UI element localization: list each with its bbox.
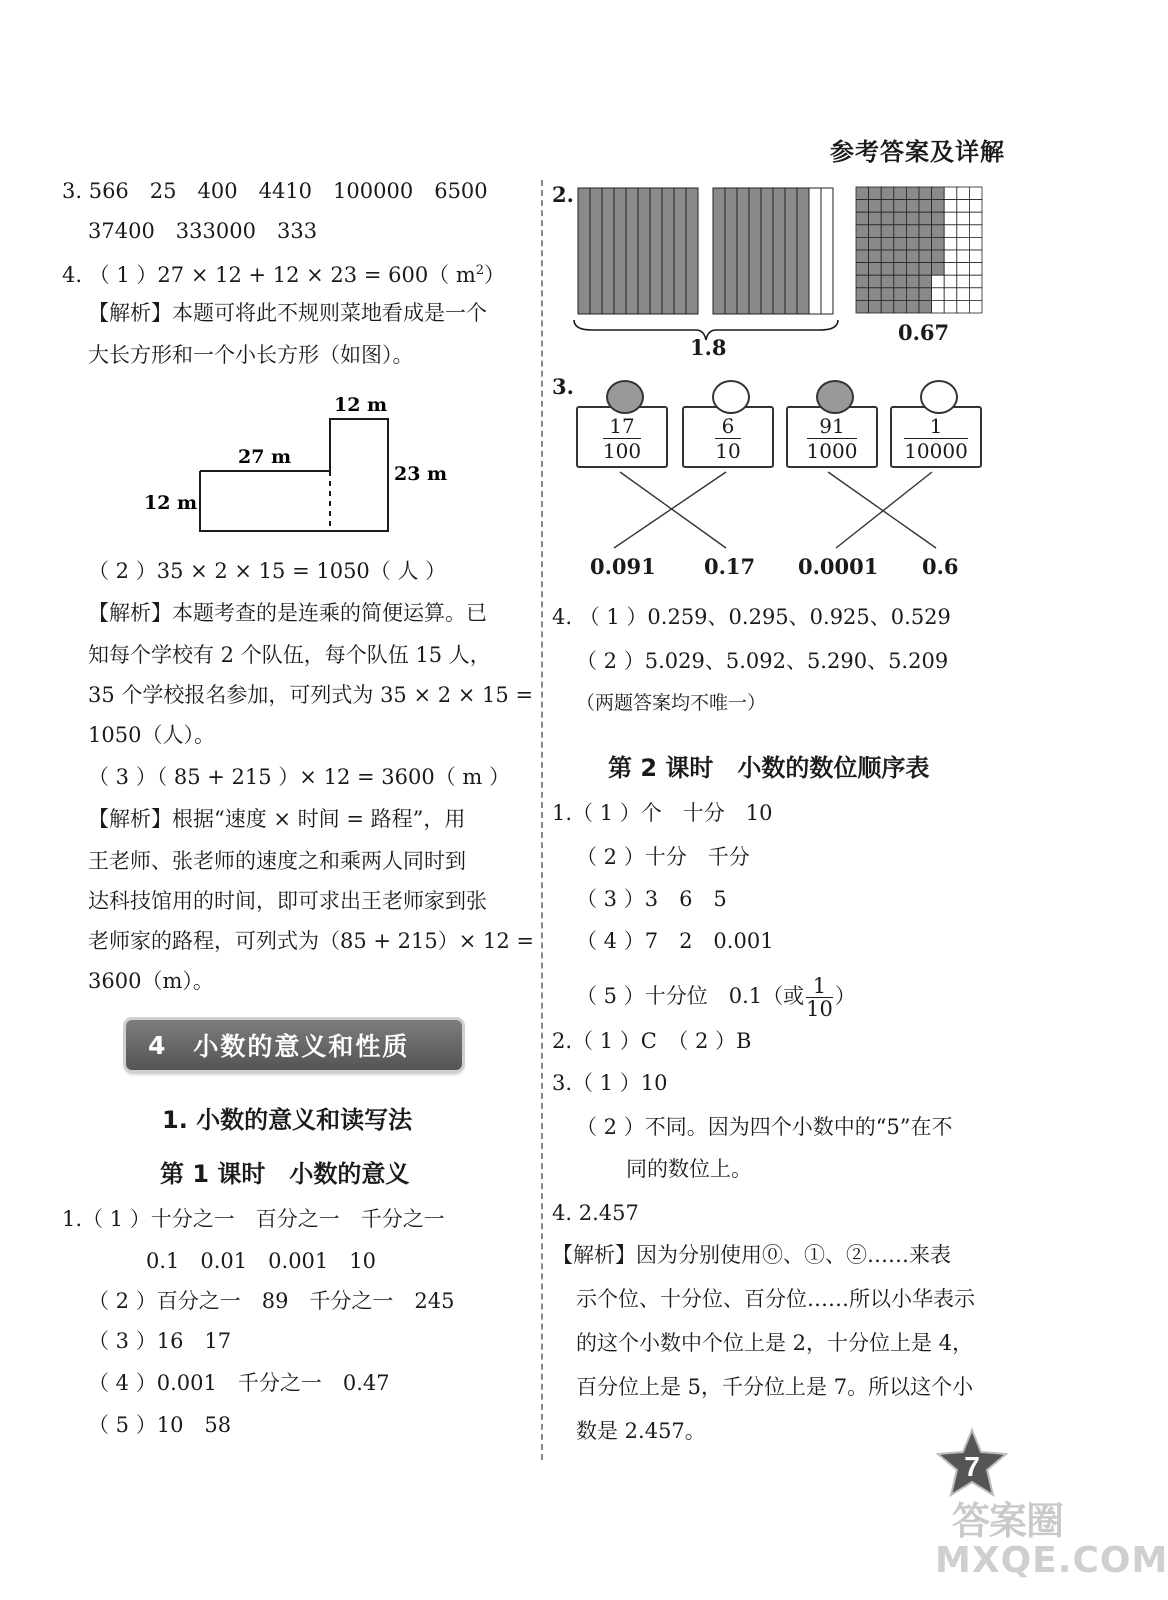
grid-cell <box>969 187 982 200</box>
fraction-card <box>890 406 982 468</box>
lesson2-q4-explain-5: 数是 2.457。 <box>576 1419 706 1443</box>
value-1-8: 1.8 <box>690 335 727 360</box>
page-header-title: 参考答案及详解 <box>830 137 1005 166</box>
lesson2-q3-1: 3.（ 1 ）10 <box>552 1071 668 1095</box>
lesson-1-title: 第 1 课时 小数的意义 <box>160 1160 410 1188</box>
answer-q3-line2: 37400 333000 333 <box>88 219 318 243</box>
grid-cell <box>957 187 970 200</box>
grid-cell <box>932 300 945 313</box>
chapter-banner <box>126 1020 462 1070</box>
grid-cell <box>944 237 957 250</box>
grid-cell <box>969 300 982 313</box>
answer-q4-3-explain-1: 【解析】根据“速度 × 时间 = 路程”，用 <box>88 807 466 831</box>
grid-cell <box>856 263 869 276</box>
grid-cell <box>944 275 957 288</box>
lesson2-q4-explain-2: 示个位、十分位、百分位……所以小华表示 <box>576 1287 975 1311</box>
grid-cell <box>932 187 945 200</box>
fraction <box>904 414 968 463</box>
grid-cell <box>932 200 945 213</box>
garden-outline <box>200 419 388 531</box>
lesson1-q1-2: （ 2 ）百分之一 89 千分之一 245 <box>88 1289 455 1313</box>
lesson2-q1-2: （ 2 ）十分 千分 <box>576 845 750 869</box>
grid-cell <box>944 288 957 301</box>
answer-q2-label: 2. <box>552 182 574 207</box>
grid-cell <box>932 288 945 301</box>
grid-cell <box>869 250 882 263</box>
grid-cell <box>969 250 982 263</box>
lesson2-q1-4: （ 4 ）7 2 0.001 <box>576 929 774 953</box>
grid-strip <box>626 188 638 314</box>
label-12m-left: 12 m <box>144 492 198 514</box>
grid-cell <box>919 263 932 276</box>
grid-cell <box>944 263 957 276</box>
grid-cell <box>856 187 869 200</box>
grid-cell <box>894 212 907 225</box>
grid-cell <box>869 200 882 213</box>
fraction-denominator: 100 <box>602 439 642 463</box>
lesson2-q4-explain-4: 百分位上是 5，千分位上是 7。所以这个小 <box>576 1375 974 1399</box>
answer-q4-1-end: ） <box>484 263 506 287</box>
grid-cell <box>906 187 919 200</box>
grid-cell <box>881 200 894 213</box>
grid-cell <box>881 288 894 301</box>
grid-strip <box>638 188 650 314</box>
grid-cell <box>856 300 869 313</box>
answer-q4-2-explain-3: 35 个学校报名参加，可列式为 35 × 2 × 15 = <box>88 683 534 707</box>
cat-icon <box>920 380 958 414</box>
grid-strip <box>785 188 797 314</box>
grid-strip <box>713 188 725 314</box>
garden-diagram <box>130 385 470 545</box>
lesson2-q4-explain-3: 的这个小数中个位上是 2，十分位上是 4， <box>576 1331 974 1355</box>
grid-cell <box>856 212 869 225</box>
grid-strip <box>590 188 602 314</box>
lesson2-q3-2a: （ 2 ）不同。因为四个小数中的“5”在不 <box>576 1115 953 1139</box>
grid-cell <box>944 200 957 213</box>
fraction-denominator: 1000 <box>806 439 858 463</box>
decimal-0: 0.091 <box>590 554 656 579</box>
grid-cell <box>944 250 957 263</box>
grid-cell <box>919 288 932 301</box>
lesson1-q1-1b: 0.1 0.01 0.001 10 <box>146 1249 376 1273</box>
decimal-1: 0.17 <box>704 554 756 579</box>
grid-cell <box>969 237 982 250</box>
answer-q4-2: （ 2 ）35 × 2 × 15 = 1050（ 人 ） <box>88 559 447 583</box>
grid-cell <box>881 237 894 250</box>
grid-cell <box>969 225 982 238</box>
grid-strip <box>578 188 590 314</box>
monkey-icon <box>816 380 854 414</box>
grid-cell <box>906 237 919 250</box>
answer-q4-1-text: 4. （ 1 ）27 × 12 + 12 × 23 = 600（ m <box>62 263 476 287</box>
grid-cell <box>919 250 932 263</box>
cat-icon <box>712 380 750 414</box>
decimal-grids-1-8 <box>576 186 836 316</box>
grid-cell <box>869 212 882 225</box>
grid-cell <box>932 250 945 263</box>
grid-cell <box>869 288 882 301</box>
match-line-91-1000 <box>828 472 936 548</box>
grid-cell <box>894 275 907 288</box>
answer-q4-1-right: 4. （ 1 ）0.259、0.295、0.925、0.529 <box>552 605 951 629</box>
fraction-denominator: 10 <box>715 439 741 463</box>
grid-cell <box>932 237 945 250</box>
label-23m: 23 m <box>394 463 448 485</box>
grid-cell <box>957 237 970 250</box>
grid-cell <box>881 187 894 200</box>
grid-cell <box>881 212 894 225</box>
section-title: 1. 小数的意义和读写法 <box>162 1106 413 1134</box>
answer-q4-1-explain-2: 大长方形和一个小长方形（如图）。 <box>88 343 414 367</box>
grid-cell <box>869 275 882 288</box>
chapter-title: 小数的意义和性质 <box>193 1032 410 1061</box>
answer-q4-3-explain-2: 王老师、张老师的速度之和乘两人同时到 <box>88 849 466 873</box>
fraction-1-10 <box>806 975 833 1020</box>
grid-cell <box>894 263 907 276</box>
grid-strip <box>614 188 626 314</box>
grid-cell <box>869 187 882 200</box>
grid-cell <box>944 187 957 200</box>
grid-cell <box>969 200 982 213</box>
grid-strip <box>797 188 809 314</box>
answer-q3-label: 3. <box>552 374 574 399</box>
answer-q4-1-explain-1: 【解析】本题可将此不规则菜地看成是一个 <box>88 301 487 325</box>
grid-cell <box>881 225 894 238</box>
fraction-denominator: 10000 <box>904 439 968 463</box>
lesson2-q4: 4. 2.457 <box>552 1201 639 1225</box>
grid-cell <box>944 300 957 313</box>
grid-cell <box>919 212 932 225</box>
grid-cell <box>932 263 945 276</box>
lesson2-q1-5-end: ） <box>834 984 856 1008</box>
fraction <box>807 414 858 463</box>
watermark-url: MXQE.COM <box>935 1540 1168 1581</box>
grid-cell <box>969 275 982 288</box>
decimal-3: 0.6 <box>922 554 959 579</box>
fraction <box>603 414 641 463</box>
grid-cell <box>919 187 932 200</box>
value-0-67: 0.67 <box>898 320 950 345</box>
fraction-numerator: 6 <box>715 414 740 439</box>
page-number: 7 <box>964 1451 980 1482</box>
watermark-text: 答案圈 <box>952 1499 1064 1543</box>
grid-cell <box>969 288 982 301</box>
grid-cell <box>869 300 882 313</box>
grid-cell <box>919 237 932 250</box>
grid-strip <box>749 188 761 314</box>
grid-cell <box>957 225 970 238</box>
fraction-numerator: 1 <box>904 414 968 439</box>
grid-cell <box>906 263 919 276</box>
match-line-1-10000 <box>836 472 932 548</box>
grid-cell <box>906 250 919 263</box>
grid-cell <box>957 250 970 263</box>
lesson2-q1-5 <box>576 974 856 1020</box>
grid-cell <box>906 225 919 238</box>
lesson1-q1-4: （ 4 ）0.001 千分之一 0.47 <box>88 1371 390 1395</box>
answer-q4-1 <box>62 256 505 290</box>
grid-cell <box>919 225 932 238</box>
answer-q4-3-explain-3: 达科技馆用的时间，即可求出王老师家到张 <box>88 889 487 913</box>
fraction-card <box>682 406 774 468</box>
grid-strip <box>821 188 833 314</box>
fraction-denominator: 10 <box>806 997 833 1021</box>
grid-strip <box>674 188 686 314</box>
grid-cell <box>969 212 982 225</box>
grid-cell <box>906 212 919 225</box>
grid-cell <box>944 225 957 238</box>
grid-cell <box>944 212 957 225</box>
answer-q4-2-explain-1: 【解析】本题考查的是连乘的简便运算。已 <box>88 601 487 625</box>
answer-q4-2-right: （ 2 ）5.029、5.092、5.290、5.209 <box>576 649 949 673</box>
chapter-number: 4 <box>148 1030 168 1060</box>
lesson2-q1-5-text: （ 5 ）十分位 0.1（或 <box>576 984 805 1008</box>
grid-strip <box>725 188 737 314</box>
page-number-star-icon <box>936 1428 1008 1498</box>
grid-cell <box>894 288 907 301</box>
grid-cell <box>957 212 970 225</box>
grid-strip <box>773 188 785 314</box>
matching-lines <box>560 470 1020 560</box>
grid-cell <box>957 275 970 288</box>
grid-cell <box>906 275 919 288</box>
lesson2-q1-1: 1.（ 1 ）个 十分 10 <box>552 801 773 825</box>
grid-cell <box>869 263 882 276</box>
decimal-grid-0-67 <box>855 186 985 316</box>
grid-strip <box>737 188 749 314</box>
grid-cell <box>957 300 970 313</box>
answer-q4-2-explain-4: 1050（人）。 <box>88 723 215 747</box>
grid-cell <box>881 300 894 313</box>
grid-cell <box>894 250 907 263</box>
grid-strip <box>662 188 674 314</box>
grid-cell <box>919 275 932 288</box>
grid-cell <box>906 288 919 301</box>
grid-cell <box>957 200 970 213</box>
grid-cell <box>856 288 869 301</box>
grid-cell <box>894 300 907 313</box>
grid-cell <box>894 237 907 250</box>
answer-q4-1-sup: 2 <box>475 263 485 278</box>
decimal-2: 0.0001 <box>798 554 879 579</box>
label-12m-top: 12 m <box>334 394 388 416</box>
grid-cell <box>932 212 945 225</box>
fraction-numerator: 1 <box>806 975 833 998</box>
column-divider <box>541 180 543 1460</box>
grid-cell <box>856 250 869 263</box>
answer-q4-note: （两题答案均不唯一） <box>576 692 767 714</box>
grid-cell <box>957 263 970 276</box>
lesson2-q1-3: （ 3 ）3 6 5 <box>576 887 727 911</box>
grid-cell <box>894 225 907 238</box>
grid-cell <box>856 200 869 213</box>
lesson2-q2: 2.（ 1 ）C （ 2 ）B <box>552 1029 752 1053</box>
grid-cell <box>869 237 882 250</box>
lesson1-q1-1a: 1.（ 1 ）十分之一 百分之一 千分之一 <box>62 1207 445 1231</box>
grid-cell <box>881 250 894 263</box>
grid-strip <box>686 188 698 314</box>
grid-cell <box>906 200 919 213</box>
grid-cell <box>881 263 894 276</box>
grid-cell <box>856 237 869 250</box>
lesson2-q4-explain-1: 【解析】因为分别使用⓪、①、②……来表 <box>552 1243 951 1267</box>
lesson1-q1-3: （ 3 ）16 17 <box>88 1329 232 1353</box>
grid-cell <box>919 300 932 313</box>
monkey-icon <box>606 380 644 414</box>
fraction-numerator: 91 <box>807 414 858 439</box>
grid-cell <box>932 225 945 238</box>
fraction-card <box>786 406 878 468</box>
grid-cell <box>856 225 869 238</box>
grid-cell <box>969 263 982 276</box>
grid-strip <box>761 188 773 314</box>
label-27m: 27 m <box>238 446 292 468</box>
grid-cell <box>869 225 882 238</box>
lesson2-q3-2b: 同的数位上。 <box>626 1157 752 1181</box>
grid-strip <box>602 188 614 314</box>
grid-cell <box>957 288 970 301</box>
grid-cell <box>932 275 945 288</box>
grid-cell <box>906 300 919 313</box>
answer-q4-3-explain-4: 老师家的路程，可列式为（85 + 215）× 12 = <box>88 929 535 953</box>
grid-cell <box>894 200 907 213</box>
answer-q4-2-explain-2: 知每个学校有 2 个队伍，每个队伍 15 人， <box>88 643 491 667</box>
fraction-numerator: 17 <box>603 414 641 439</box>
fraction-card <box>576 406 668 468</box>
lesson1-q1-5: （ 5 ）10 58 <box>88 1413 232 1437</box>
grid-strip <box>809 188 821 314</box>
answer-q4-3-explain-5: 3600（m）。 <box>88 969 214 993</box>
lesson-2-title: 第 2 课时 小数的数位顺序表 <box>608 754 930 782</box>
fraction <box>715 414 740 463</box>
grid-cell <box>856 275 869 288</box>
answer-q3-line1: 3. 566 25 400 4410 100000 6500 <box>62 179 488 203</box>
grid-cell <box>919 200 932 213</box>
grid-cell <box>881 275 894 288</box>
grid-cell <box>894 187 907 200</box>
answer-q4-3: （ 3 ）（ 85 + 215 ）× 12 = 3600（ m ） <box>88 765 510 789</box>
grid-strip <box>650 188 662 314</box>
